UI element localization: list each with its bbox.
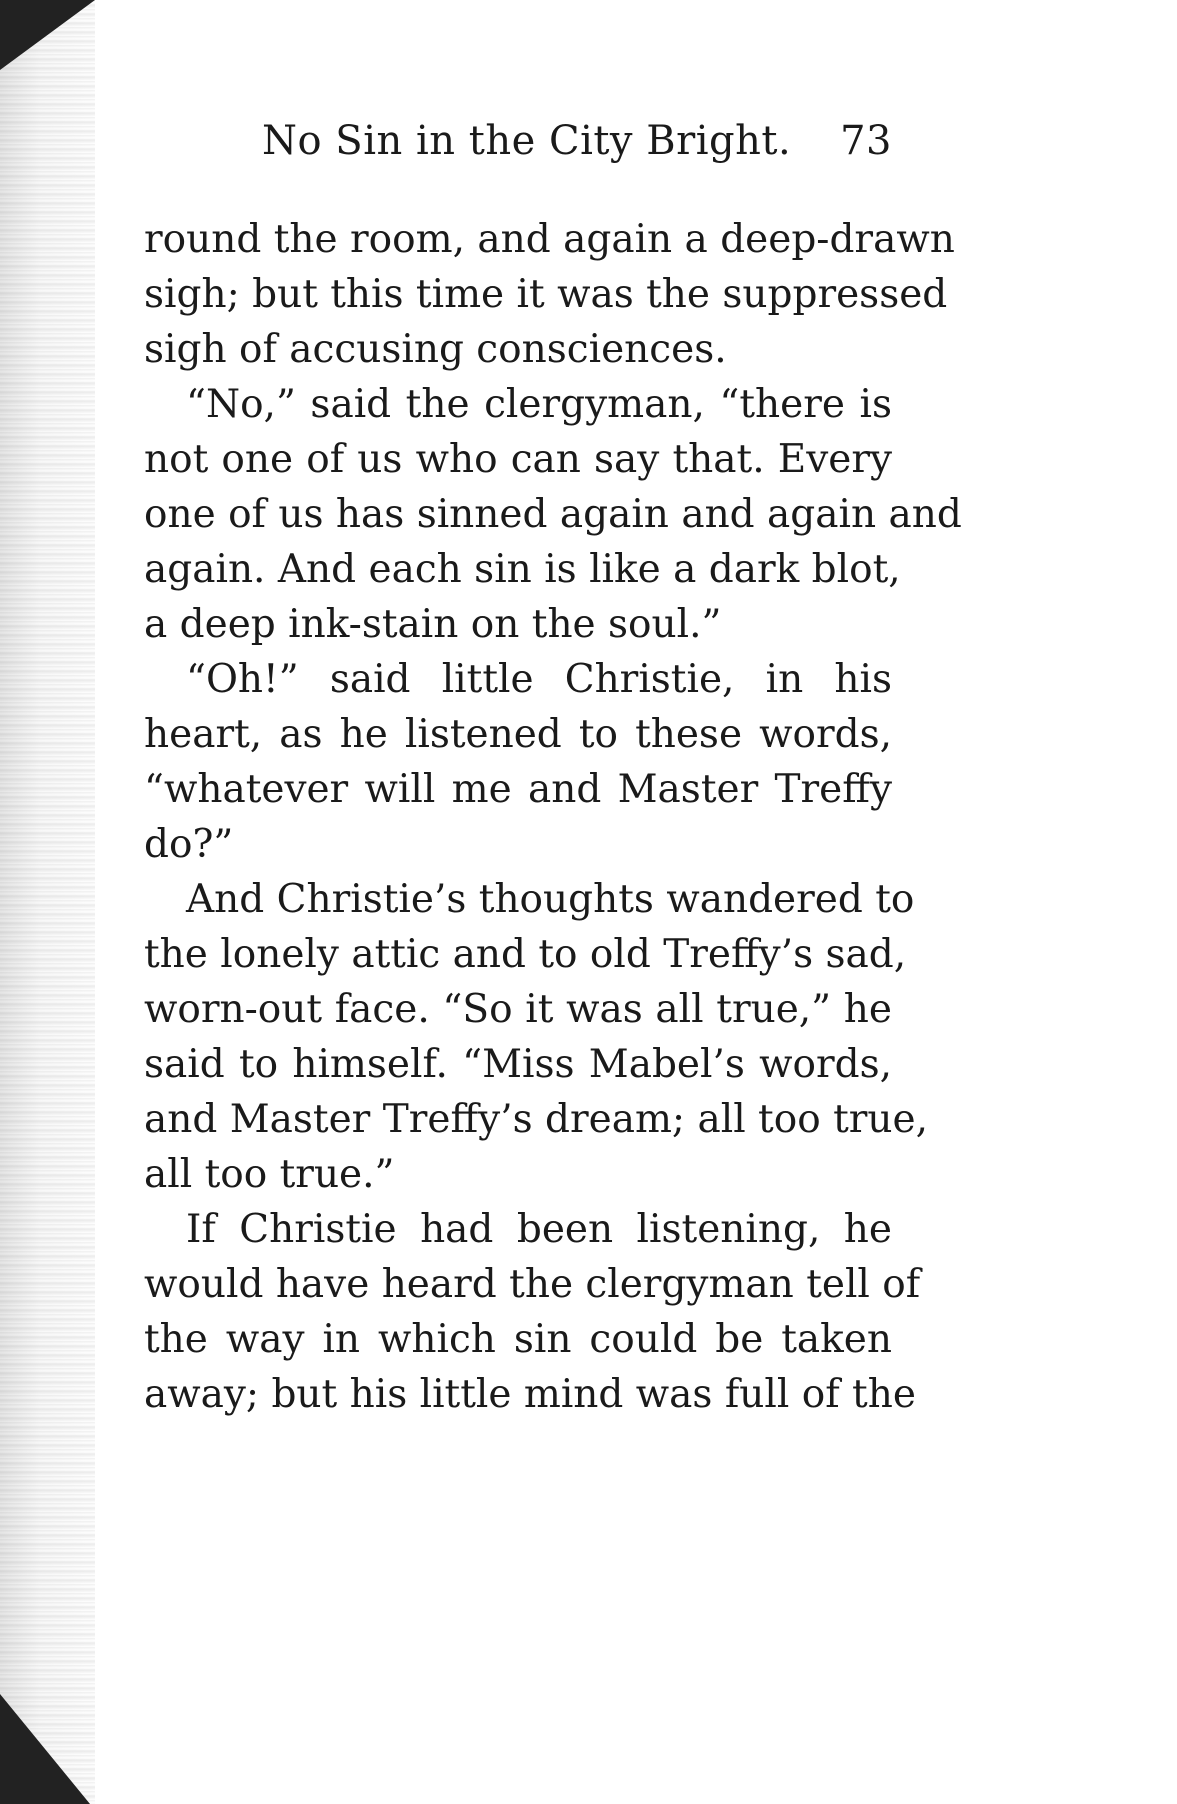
text-line: would have heard the clergyman tell of	[144, 1262, 921, 1307]
scan-corner-top	[0, 0, 95, 70]
text-line: not one of us who can say that. Every	[144, 437, 892, 482]
text-line: the way in which sin could be taken	[144, 1317, 892, 1362]
text-line: away; but his little mind was full of the	[144, 1372, 916, 1417]
text-line: a deep ink-stain on the soul.”	[144, 602, 722, 647]
text-line: the lonely attic and to old Treffy’s sad,	[144, 932, 907, 977]
text-line: one of us has sinned again and again and	[144, 492, 962, 537]
scan-corner-bottom	[0, 1694, 90, 1804]
page-number: 73	[840, 118, 892, 164]
text-line: “No,” said the clergyman, “there is	[186, 382, 892, 427]
text-line: round the room, and again a deep-drawn	[144, 217, 955, 262]
text-line: And Christie’s thoughts wandered to	[186, 877, 915, 922]
text-line: all too true.”	[144, 1152, 395, 1197]
text-line: “Oh!” said little Christie, in his	[186, 657, 892, 702]
text-line: do?”	[144, 822, 234, 867]
text-line: said to himself. “Miss Mabel’s words,	[144, 1042, 892, 1087]
running-head	[140, 118, 892, 178]
text-line: sigh; but this time it was the suppressed	[144, 272, 948, 317]
text-line: and Master Treffy’s dream; all too true,	[144, 1097, 928, 1142]
text-line: again. And each sin is like a dark blot,	[144, 547, 901, 592]
page-gutter-shadow	[0, 0, 95, 1804]
body-text	[144, 212, 962, 1422]
text-line: heart, as he listened to these words,	[144, 712, 892, 757]
text-line: sigh of accusing consciences.	[144, 327, 727, 372]
text-line: If Christie had been listening, he	[186, 1207, 892, 1252]
text-line: “whatever will me and Master Treffy	[144, 767, 892, 812]
text-line: worn-out face. “So it was all true,” he	[144, 987, 892, 1032]
running-title: No Sin in the City Bright.	[262, 118, 792, 164]
